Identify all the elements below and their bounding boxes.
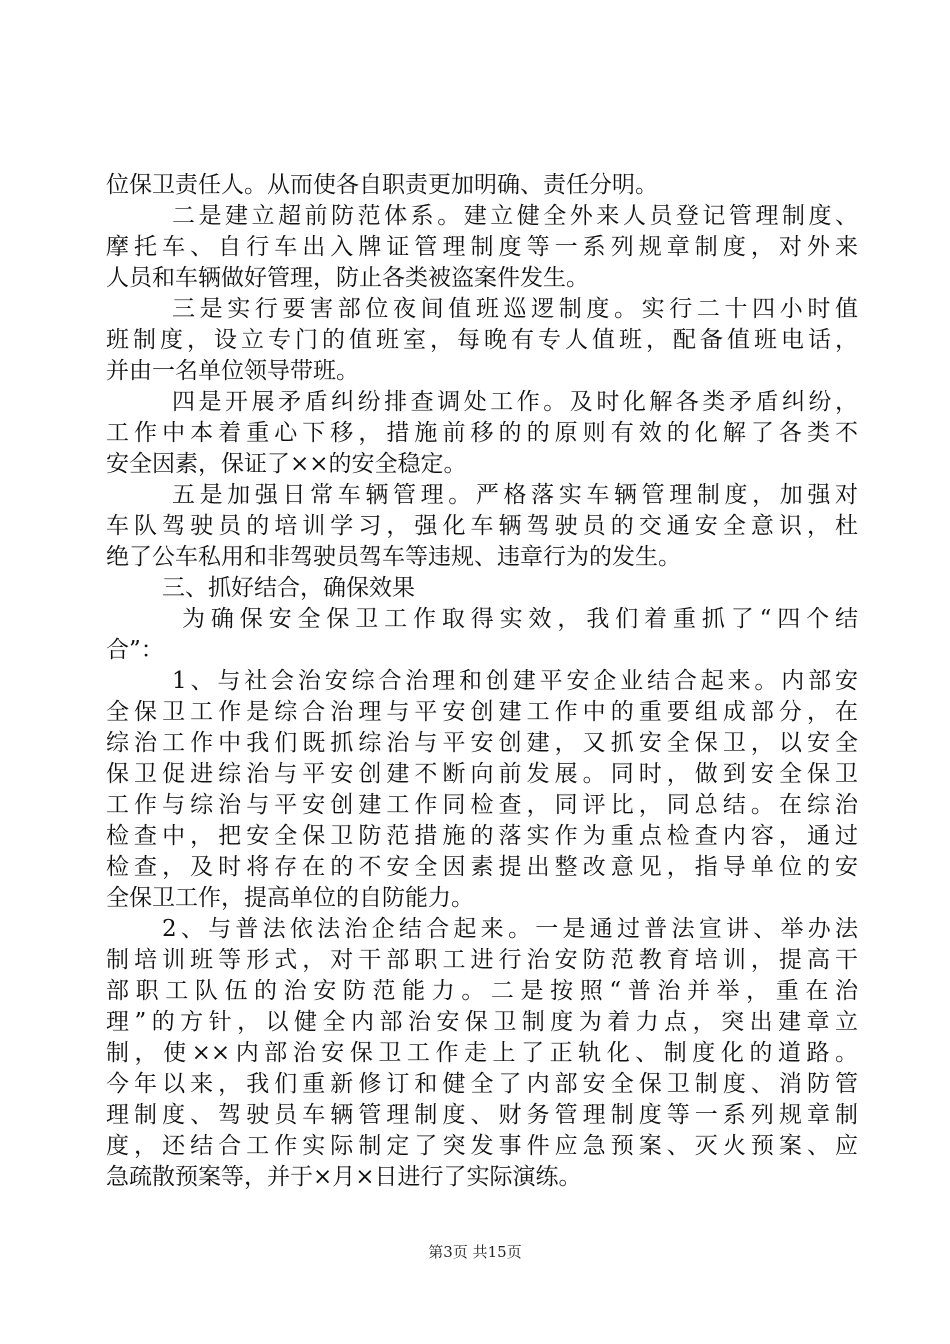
text-line: 为确保安全保卫工作取得实效，我们着重抓了“四个结	[182, 606, 858, 632]
text-line: 人员和车辆做好管理，防止各类被盗案件发生。	[106, 265, 589, 291]
text-line: 工作与综治与平安创建工作同检查，同评比，同总结。在综治	[106, 792, 858, 818]
text-line: 四是开展矛盾纠纷排查调处工作。及时化解各类矛盾纠纷，	[172, 389, 858, 415]
text-line: 急疏散预案等，并于×月×日进行了实际演练。	[106, 1164, 582, 1190]
text-line: 班制度，设立专门的值班室，每晚有专人值班，配备值班电话，	[106, 327, 858, 353]
text-line: 绝了公车私用和非驾驶员驾车等违规、违章行为的发生。	[106, 544, 681, 570]
text-line: 制，使××内部治安保卫工作走上了正轨化、制度化的道路。	[106, 1040, 858, 1066]
section-heading: 三、抓好结合，确保效果	[162, 575, 415, 601]
text-line: 理制度、驾驶员车辆管理制度、财务管理制度等一系列规章制	[106, 1102, 858, 1128]
text-line: 1、与社会治安综合治理和创建平安企业结合起来。内部安	[172, 668, 858, 694]
text-line: 五是加强日常车辆管理。严格落实车辆管理制度，加强对	[172, 482, 858, 508]
text-line: 位保卫责任人。从而使各自职责更加明确、责任分明。	[106, 172, 658, 198]
text-line: 综治工作中我们既抓综治与平安创建，又抓安全保卫，以安全	[106, 730, 858, 756]
text-line: 保卫促进综治与平安创建不断向前发展。同时，做到安全保卫	[106, 761, 858, 787]
text-line: 二是建立超前防范体系。建立健全外来人员登记管理制度、	[172, 203, 858, 229]
text-line: 合”：	[106, 637, 164, 663]
text-line: 理”的方针，以健全内部治安保卫制度为着力点，突出建章立	[106, 1009, 858, 1035]
page-number-footer: 第3页 共15页	[428, 1243, 522, 1261]
text-line: 2、与普法依法治企结合起来。一是通过普法宣讲、举办法	[162, 916, 858, 942]
text-line: 全保卫工作是综合治理与平安创建工作中的重要组成部分，在	[106, 699, 858, 725]
text-line: 度，还结合工作实际制定了突发事件应急预案、灭火预案、应	[106, 1133, 858, 1159]
text-line: 检查，及时将存在的不安全因素提出整改意见，指导单位的安	[106, 854, 858, 880]
text-line: 全保卫工作，提高单位的自防能力。	[106, 885, 474, 911]
text-line: 工作中本着重心下移，措施前移的的原则有效的化解了各类不	[106, 420, 858, 446]
text-line: 检查中，把安全保卫防范措施的落实作为重点检查内容，通过	[106, 823, 858, 849]
document-body	[106, 170, 858, 1193]
text-line: 部职工队伍的治安防范能力。二是按照“普治并举，重在治	[106, 978, 858, 1004]
text-line: 三是实行要害部位夜间值班巡逻制度。实行二十四小时值	[172, 296, 858, 322]
text-line: 车队驾驶员的培训学习，强化车辆驾驶员的交通安全意识，杜	[106, 513, 858, 539]
text-line: 安全因素，保证了××的安全稳定。	[106, 451, 467, 477]
text-line: 制培训班等形式，对干部职工进行治安防范教育培训，提高干	[106, 947, 858, 973]
text-line: 并由一名单位领导带班。	[106, 358, 359, 384]
text-line: 摩托车、自行车出入牌证管理制度等一系列规章制度，对外来	[106, 234, 858, 260]
text-line: 今年以来，我们重新修订和健全了内部安全保卫制度、消防管	[106, 1071, 858, 1097]
